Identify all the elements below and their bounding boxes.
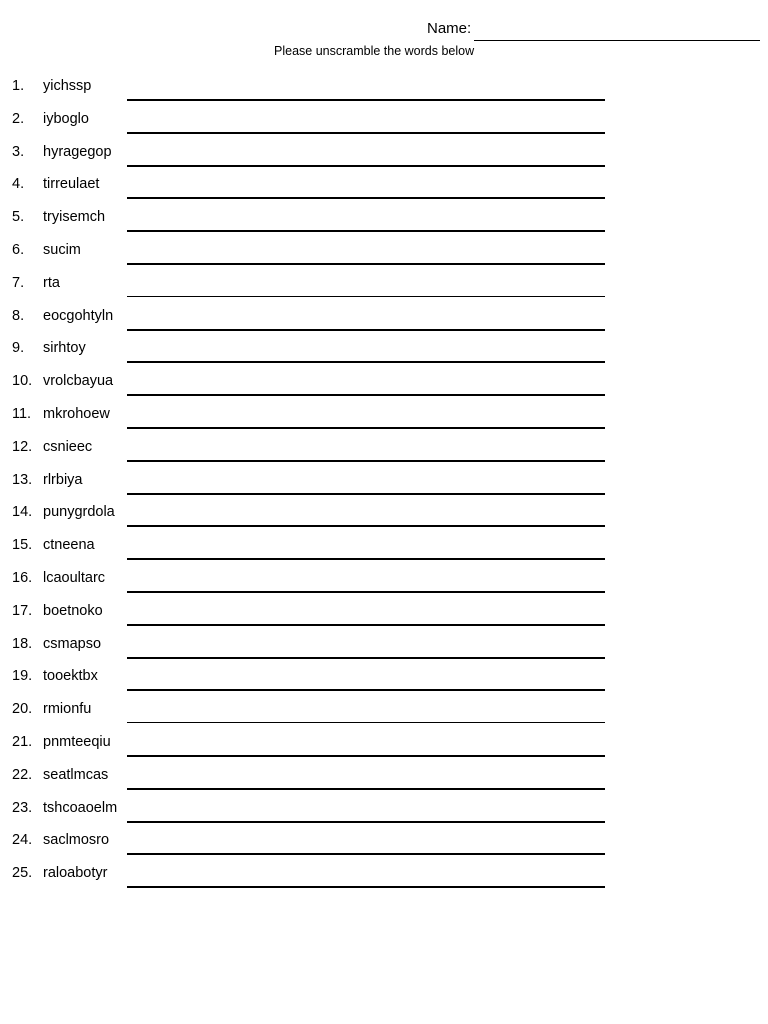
scrambled-word: tryisemch bbox=[43, 209, 106, 226]
item-number: 15. bbox=[12, 537, 33, 554]
item-number: 4. bbox=[12, 176, 25, 193]
item-number: 2. bbox=[12, 110, 25, 127]
answer-line[interactable] bbox=[127, 886, 605, 888]
list-item bbox=[0, 101, 768, 134]
scrambled-word: rta bbox=[43, 274, 60, 291]
item-number: 12. bbox=[12, 438, 33, 455]
scrambled-word: tshcoaoelm bbox=[43, 799, 118, 816]
item-number: 21. bbox=[12, 733, 33, 750]
scrambled-word: iyboglo bbox=[43, 110, 89, 127]
scrambled-word: rlrbiya bbox=[43, 471, 83, 488]
name-label: Name: bbox=[427, 20, 472, 37]
list-item bbox=[0, 166, 768, 199]
item-number: 11. bbox=[12, 405, 32, 422]
item-number: 22. bbox=[12, 766, 33, 783]
item-number: 14. bbox=[12, 504, 33, 521]
scrambled-word: raloabotyr bbox=[43, 865, 108, 882]
list-item bbox=[0, 593, 768, 626]
list-item bbox=[0, 724, 768, 757]
item-number: 3. bbox=[12, 143, 25, 160]
list-item bbox=[0, 396, 768, 429]
item-number: 10. bbox=[12, 373, 33, 390]
list-item bbox=[0, 790, 768, 823]
list-item bbox=[0, 691, 768, 724]
item-number: 19. bbox=[12, 668, 33, 685]
scrambled-word: hyragegop bbox=[43, 143, 112, 160]
item-number: 24. bbox=[12, 832, 33, 849]
list-item bbox=[0, 658, 768, 691]
item-number: 17. bbox=[12, 602, 33, 619]
scramble-list bbox=[0, 68, 768, 888]
scrambled-word: boetnoko bbox=[43, 602, 103, 619]
scrambled-word: tooektbx bbox=[43, 668, 98, 685]
item-number: 18. bbox=[12, 635, 33, 652]
scrambled-word: sirhtoy bbox=[43, 340, 86, 357]
list-item bbox=[0, 232, 768, 265]
scrambled-word: seatlmcas bbox=[43, 766, 109, 783]
scrambled-word: rmionfu bbox=[43, 701, 92, 718]
list-item bbox=[0, 527, 768, 560]
scrambled-word: pnmteeqiu bbox=[43, 733, 111, 750]
item-number: 5. bbox=[12, 209, 25, 226]
list-item bbox=[0, 68, 768, 101]
scrambled-word: yichssp bbox=[43, 78, 92, 94]
scrambled-word: csnieec bbox=[43, 438, 93, 455]
list-item bbox=[0, 855, 768, 888]
item-number: 23. bbox=[12, 799, 33, 816]
item-number: 20. bbox=[12, 701, 33, 718]
scrambled-word: sucim bbox=[43, 241, 81, 258]
scrambled-word: punygrdola bbox=[43, 504, 115, 521]
item-number: 8. bbox=[12, 307, 25, 324]
list-item bbox=[0, 330, 768, 363]
item-number: 13. bbox=[12, 471, 33, 488]
scrambled-word: tirreulaet bbox=[43, 176, 100, 193]
list-item bbox=[0, 462, 768, 495]
scrambled-word: saclmosro bbox=[43, 832, 110, 849]
item-number: 1. bbox=[12, 78, 25, 94]
list-item bbox=[0, 822, 768, 855]
list-item bbox=[0, 363, 768, 396]
item-number: 16. bbox=[12, 569, 33, 586]
list-item bbox=[0, 757, 768, 790]
list-item bbox=[0, 429, 768, 462]
scrambled-word: vrolcbayua bbox=[43, 373, 114, 390]
list-item bbox=[0, 494, 768, 527]
list-item bbox=[0, 560, 768, 593]
item-number: 25. bbox=[12, 865, 33, 882]
scrambled-word: ctneena bbox=[43, 537, 95, 554]
list-item bbox=[0, 626, 768, 659]
name-row bbox=[427, 20, 760, 42]
scrambled-word: mkrohoew bbox=[43, 405, 110, 422]
list-item bbox=[0, 265, 768, 298]
list-item bbox=[0, 134, 768, 167]
name-input-line[interactable] bbox=[474, 40, 760, 41]
instructions: Please unscramble the words below bbox=[274, 44, 475, 58]
list-item bbox=[0, 199, 768, 232]
list-item bbox=[0, 298, 768, 331]
item-number: 6. bbox=[12, 241, 25, 258]
item-number: 7. bbox=[12, 274, 25, 291]
scrambled-word: csmapso bbox=[43, 635, 102, 652]
item-number: 9. bbox=[12, 340, 25, 357]
scrambled-word: eocgohtyln bbox=[43, 307, 114, 324]
scrambled-word: lcaoultarc bbox=[43, 569, 106, 586]
